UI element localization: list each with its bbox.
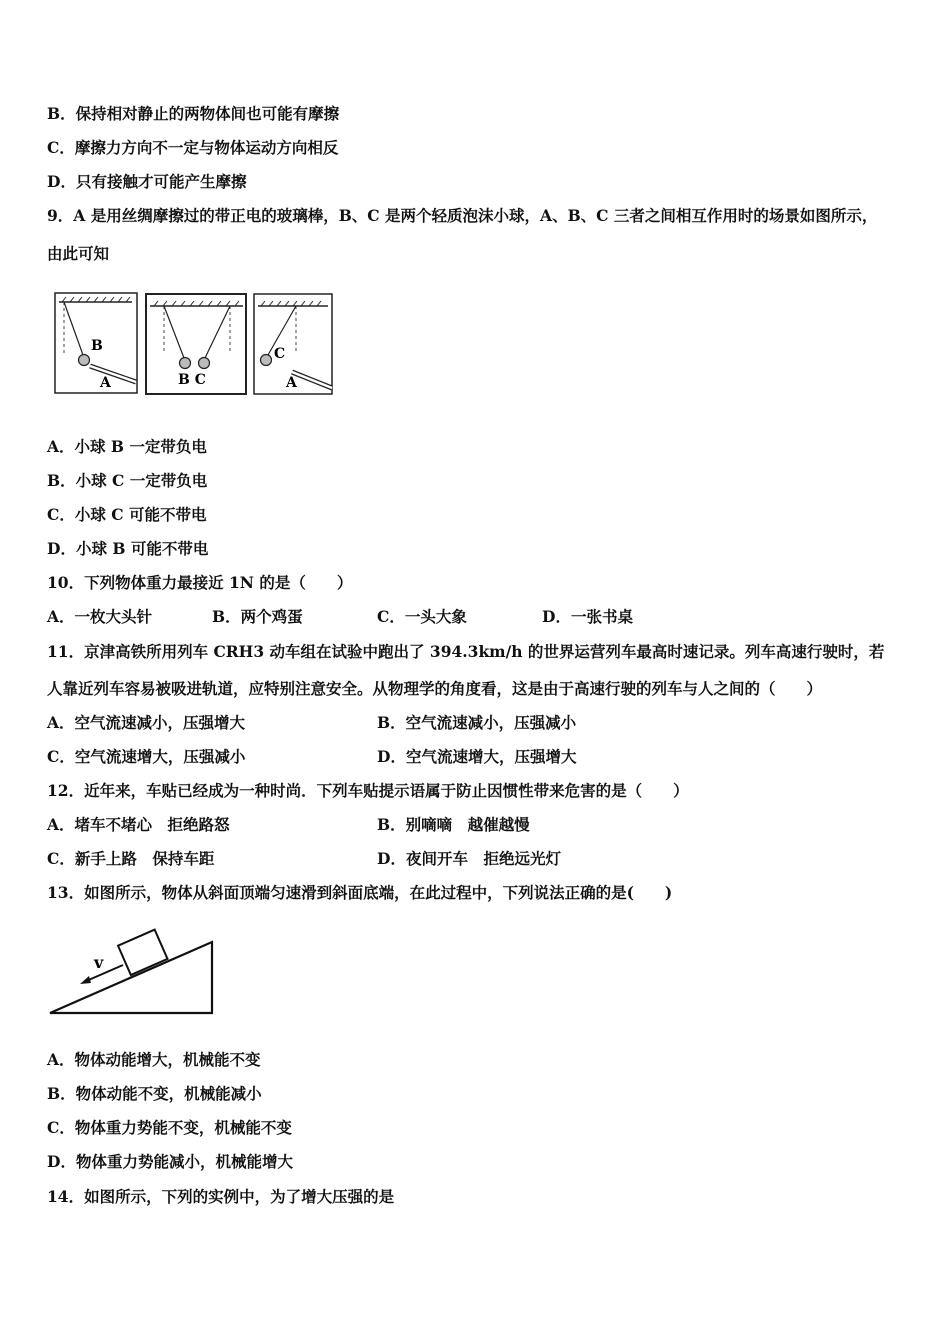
q10-stem: 10．下列物体重力最接近 1N 的是（ ）	[47, 573, 353, 592]
q8-option-d: D．只有接触才可能产生摩擦	[47, 172, 247, 191]
q9-figure-panel-3	[254, 294, 332, 394]
q11-option-c: C．空气流速增大，压强减小	[47, 747, 246, 766]
q9-option-c: C．小球 C 可能不带电	[47, 505, 207, 524]
q11-option-d: D．空气流速增大，压强增大	[377, 747, 577, 766]
q9-stem-line1: 9．A 是用丝绸摩擦过的带正电的玻璃棒，B、C 是两个轻质泡沫小球，A、B、C 三者之间相互作用时的场景如图所示，	[47, 206, 878, 225]
q8-option-c: C．摩擦力方向不一定与物体运动方向相反	[47, 138, 339, 157]
q10-option-a: A．一枚大头针	[47, 607, 153, 626]
q12-options-row1	[47, 813, 530, 835]
q10-option-c: C．一头大象	[377, 607, 467, 626]
q9-fig-label-b1: B	[91, 338, 103, 354]
q9-option-d: D．小球 B 可能不带电	[47, 539, 209, 558]
q9-fig-label-c: C	[274, 346, 286, 362]
q8-option-b: B．保持相对静止的两物体间也可能有摩擦	[47, 104, 340, 123]
q13-option-b: B．物体动能不变，机械能减小	[47, 1084, 262, 1103]
q11-options-row2	[47, 745, 576, 767]
q12-stem: 12．近年来，车贴已经成为一种时尚．下列车贴提示语属于防止因惯性带来危害的是（ ）	[47, 781, 689, 800]
sliding-block	[118, 930, 167, 975]
q14-stem: 14．如图所示，下列的实例中，为了增大压强的是	[47, 1187, 395, 1206]
q9-fig-label-a1: A	[100, 375, 111, 391]
q13-figure	[47, 925, 219, 1021]
q12-option-d: D．夜间开车 拒绝远光灯	[377, 849, 561, 868]
q11-stem-line1: 11．京津高铁所用列车 CRH3 动车组在试验中跑出了 394.3km/h 的世界运营列车最高时速记录。列车高速行驶时，若	[47, 642, 885, 661]
q9-stem-line2: 由此可知	[47, 244, 110, 263]
q10-option-b: B．两个鸡蛋	[212, 607, 303, 626]
q13-option-a: A．物体动能增大，机械能不变	[47, 1050, 261, 1069]
q11-option-a: A．空气流速减小，压强增大	[47, 713, 246, 732]
q13-option-c: C．物体重力势能不变，机械能不变	[47, 1118, 292, 1137]
q10-options	[47, 605, 633, 627]
q9-option-a: A．小球 B 一定带负电	[47, 437, 207, 456]
velocity-label: v	[94, 953, 104, 972]
q10-option-d: D．一张书桌	[542, 607, 633, 626]
q9-option-b: B．小球 C 一定带负电	[47, 471, 208, 490]
q12-option-a: A．堵车不堵心 拒绝路怒	[47, 815, 230, 834]
q13-option-d: D．物体重力势能减小，机械能增大	[47, 1152, 293, 1171]
q12-option-c: C．新手上路 保持车距	[47, 849, 215, 868]
q9-figure-panel-2	[146, 294, 246, 394]
q9-fig-label-bc: B C	[178, 372, 206, 388]
q9-figure-panel-1	[55, 293, 137, 393]
q11-stem-line2: 人靠近列车容易被吸进轨道，应特别注意安全。从物理学的角度看，这是由于高速行驶的列车与人之间的（ ）	[47, 679, 823, 698]
q9-figure	[54, 292, 339, 402]
q13-stem: 13．如图所示，物体从斜面顶端匀速滑到斜面底端，在此过程中，下列说法正确的是( )	[47, 883, 673, 902]
q9-fig-label-a2: A	[286, 375, 297, 391]
q12-options-row2	[47, 847, 561, 869]
q11-option-b: B．空气流速减小，压强减小	[377, 713, 577, 732]
q12-option-b: B．别嘀嘀 越催越慢	[377, 815, 530, 834]
q11-options-row1	[47, 711, 576, 733]
